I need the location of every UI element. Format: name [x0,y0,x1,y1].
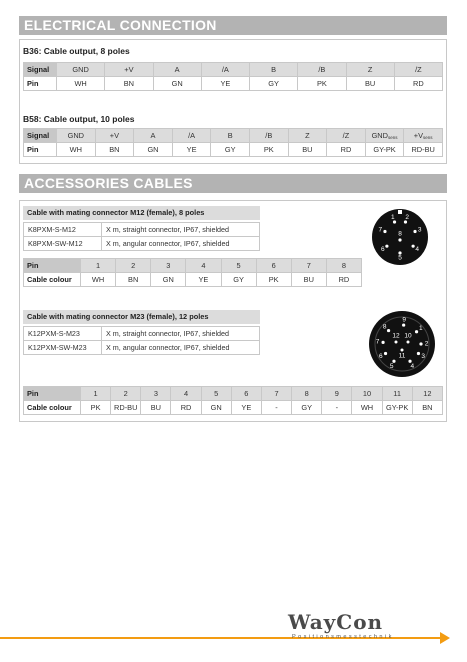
connector-pin [417,352,420,355]
pin-cell: PK [298,77,346,91]
connector-pin-label: 2 [424,340,429,348]
pin-number-cell: 9 [322,387,352,401]
connector-pin-label: 4 [410,362,415,370]
m12-cable-title: Cable with mating connector M12 (female), 8 poles [23,206,260,220]
pin-number-cell: 10 [352,387,382,401]
connector-pin [412,245,415,248]
signal-cell: B [211,129,250,143]
connector-pin [383,230,386,233]
m12-pin-table [23,258,362,287]
connector-pin-label: 8 [382,323,387,331]
signal-cell: /A [201,63,249,77]
b58-table [23,128,443,157]
signal-cell: Z [288,129,327,143]
cable-colour-cell: GY [221,273,256,287]
signal-cell: A [153,63,201,77]
signal-cell: Z [346,63,394,77]
signal-cell: A [134,129,173,143]
b58-title: B58: Cable output, 10 poles [23,114,135,124]
connector-pin-label: 10 [404,332,412,340]
pin-number-cell: 5 [201,387,231,401]
cable-description: X m, straight connector, IP67, shielded [102,327,260,341]
cable-colour-cell: GY [292,401,322,415]
b36-signal-row [24,63,443,77]
signal-cell: GND [57,63,105,77]
pin-number-cell: 5 [221,259,256,273]
pin-label: Pin [24,143,57,157]
signal-cell: /B [298,63,346,77]
connector-pin-label: 5 [389,362,394,370]
cable-colour-cell: BU [291,273,326,287]
connector-pin-label: 7 [378,226,383,234]
connector-pin-label: 3 [421,352,426,360]
cable-colour-cell: RD-BU [111,401,141,415]
cable-colour-cell: YE [231,401,261,415]
connector-pin-label: 11 [398,352,406,360]
signal-cell: /A [172,129,211,143]
pin-cell: BU [288,143,327,157]
pin-number-cell: 3 [141,387,171,401]
pin-number-cell: 4 [186,259,221,273]
signal-label: Signal [24,129,57,143]
connector-pin [407,341,410,344]
signal-cell: +V [105,63,153,77]
cable-colour-cell: YE [186,273,221,287]
pin-number-cell: 1 [81,259,116,273]
connector-pin-label: 8 [398,230,402,238]
cable-colour-cell: PK [256,273,291,287]
m23-cable-title: Cable with mating connector M23 (female), 12 poles [23,310,260,324]
connector-pin [395,341,398,344]
connector-pin-label: 1 [418,324,423,332]
b36-pin-row [24,77,443,91]
pin-number-cell: 8 [292,387,322,401]
pin-cell: BN [95,143,134,157]
cable-colour-cell: WH [81,273,116,287]
pin-cell: RD-BU [404,143,443,157]
connector-pin-label: 5 [398,254,402,262]
m12-colour-row [24,273,362,287]
pin-cell: GN [153,77,201,91]
pin-number-cell: 1 [81,387,111,401]
connector-pin-label: 3 [417,226,422,234]
pin-number-cell: 6 [231,387,261,401]
connector-pin [419,342,422,345]
connector-pin [381,341,384,344]
connector-pin [415,330,418,333]
connector-pin [384,352,387,355]
cable-code: K12PXM-SW-M23 [24,341,102,355]
connector-pin-label: 2 [405,213,409,221]
cable-code: K8PXM-SW-M12 [24,237,102,251]
pin-cell: GY [250,77,298,91]
cable-colour-cell: RD [171,401,201,415]
cable-colour-cell: - [261,401,291,415]
pin-cell: PK [249,143,288,157]
cable-description: X m, angular connector, IP67, shielded [102,341,260,355]
pin-cell: YE [201,77,249,91]
cable-colour-cell: WH [352,401,382,415]
connector-pin-label: 9 [402,316,406,324]
b36-title: B36: Cable output, 8 poles [23,46,130,56]
connector-pin-label: 6 [380,245,385,253]
cable-colour-label: Cable colour [24,273,81,287]
m23-pin-table [23,386,443,415]
b36-table [23,62,443,91]
m12-cable-table [23,222,260,251]
cable-row [24,341,260,355]
signal-cell: +V [95,129,134,143]
pin-number-cell: 12 [412,387,442,401]
m23-cable-table [23,326,260,355]
cable-description: X m, angular connector, IP67, shielded [102,237,260,251]
pin-number-cell: 6 [256,259,291,273]
waycon-tagline: Positionsmesstechnik [292,634,394,640]
pin-cell: BN [105,77,153,91]
pin-number-cell: 7 [261,387,291,401]
connector-pin-label: 6 [378,352,383,360]
pin-cell: YE [172,143,211,157]
cable-description: X m, straight connector, IP67, shielded [102,223,260,237]
signal-cell: /Z [327,129,366,143]
m23-pin-row [24,387,443,401]
connector-pin [387,329,390,332]
cable-code: K8PXM-S-M12 [24,223,102,237]
cable-colour-cell: GN [151,273,186,287]
pin-cell: WH [57,143,96,157]
connector-pin [385,245,388,248]
connector-pin [401,349,404,352]
cable-row [24,223,260,237]
pin-number-cell: 2 [116,259,151,273]
pin-number-cell: 3 [151,259,186,273]
cable-row [24,237,260,251]
waycon-logo: WayCon [288,610,384,634]
cable-colour-cell: BU [141,401,171,415]
pin-number-cell: 8 [326,259,361,273]
footer-arrow-icon [440,632,450,644]
m12-connector-diagram [370,207,430,267]
cable-colour-cell: - [322,401,352,415]
cable-code: K12PXM-S-M23 [24,327,102,341]
cable-colour-label: Cable colour [24,401,81,415]
cable-colour-cell: BN [116,273,151,287]
signal-cell: B [250,63,298,77]
accessories-cables-box [19,200,447,422]
connector-key [398,210,402,214]
pin-cell: GY [211,143,250,157]
pin-cell: WH [57,77,105,91]
signal-label: Signal [24,63,57,77]
pin-number-cell: 2 [111,387,141,401]
connector-pin [413,230,416,233]
accessories-cables-heading: ACCESSORIES CABLES [19,174,447,193]
m12-pin-row [24,259,362,273]
connector-pin-label: 7 [375,338,380,346]
pin-label: Pin [24,387,81,401]
m23-colour-row [24,401,443,415]
connector-pin [398,238,401,241]
connector-pin-label: 12 [392,332,400,340]
signal-cell: /Z [394,63,442,77]
pin-cell: BU [346,77,394,91]
connector-pin-label: 4 [415,245,420,253]
signal-cell: $+V_{sens}$ [404,129,443,143]
electrical-connection-box [19,39,447,164]
connector-pin [402,323,405,326]
electrical-connection-heading: ELECTRICAL CONNECTION [19,16,447,35]
pin-label: Pin [24,259,81,273]
cable-colour-cell: RD [326,273,361,287]
cable-colour-cell: GY-PK [382,401,412,415]
pin-cell: RD [394,77,442,91]
cable-colour-cell: GN [201,401,231,415]
pin-cell: GN [134,143,173,157]
pin-cell: GY-PK [365,143,404,157]
m23-connector-diagram [367,309,437,379]
connector-pin-label: 1 [391,213,395,221]
b58-pin-row [24,143,443,157]
cable-colour-cell: PK [81,401,111,415]
pin-number-cell: 4 [171,387,201,401]
b58-signal-row [24,129,443,143]
pin-number-cell: 11 [382,387,412,401]
cable-row [24,327,260,341]
cable-colour-cell: BN [412,401,442,415]
signal-cell: /B [249,129,288,143]
pin-label: Pin [24,77,57,91]
pin-cell: RD [327,143,366,157]
pin-number-cell: 7 [291,259,326,273]
signal-cell: GND [57,129,96,143]
signal-cell: $GND_{sens}$ [365,129,404,143]
